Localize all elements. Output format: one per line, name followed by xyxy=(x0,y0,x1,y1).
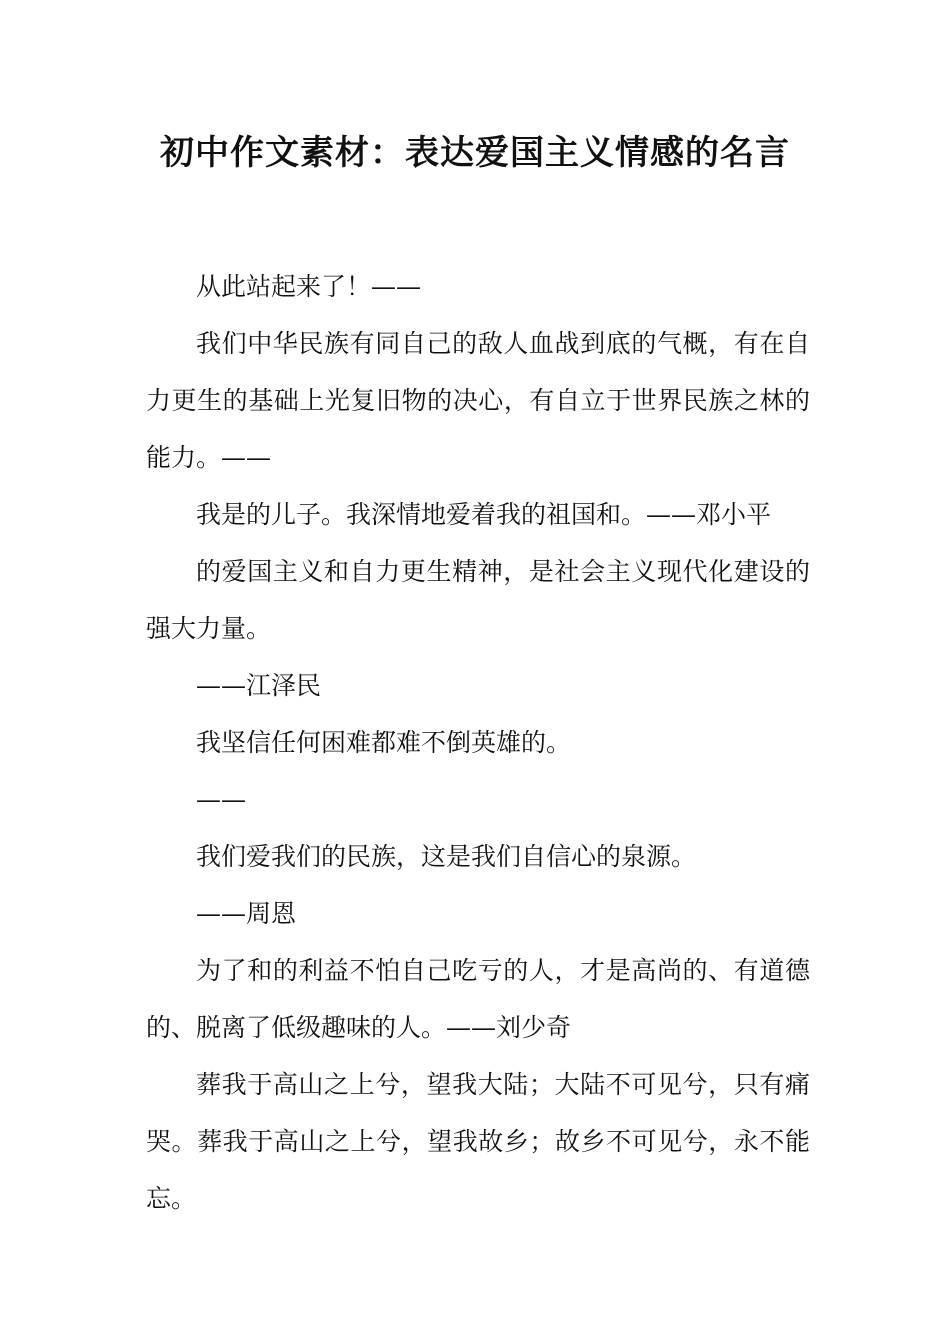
paragraph-10: 为了和的利益不怕自己吃亏的人，才是高尚的、有道德的、脱离了低级趣味的人。——刘少奇 xyxy=(146,956,810,1042)
paragraph-11: 葬我于高山之上兮，望我大陆；大陆不可见兮，只有痛哭。葬我于高山之上兮，望我故乡；故乡不可见兮，永不能忘。 xyxy=(146,1070,810,1213)
paragraph-5: ——江泽民 xyxy=(196,671,322,700)
paragraph-4: 的爱国主义和自力更生精神，是社会主义现代化建设的强大力量。 xyxy=(146,557,810,643)
document-body xyxy=(146,258,810,1227)
document-title: 初中作文素材：表达爱国主义情感的名言 xyxy=(160,133,790,173)
paragraph-8: 我们爱我们的民族，这是我们自信心的泉源。 xyxy=(196,842,697,871)
paragraph-1: 从此站起来了！—— xyxy=(196,272,422,301)
paragraph-6: 我坚信任何困难都难不倒英雄的。 xyxy=(196,728,572,757)
paragraph-9: ——周恩 xyxy=(196,899,297,928)
paragraph-2: 我们中华民族有同自己的敌人血战到底的气概，有在自力更生的基础上光复旧物的决心，有自立于世界民族之林的能力。—— xyxy=(146,329,810,472)
paragraph-3: 我是的儿子。我深情地爱着我的祖国和。——邓小平 xyxy=(196,500,772,529)
paragraph-7: —— xyxy=(196,785,246,814)
